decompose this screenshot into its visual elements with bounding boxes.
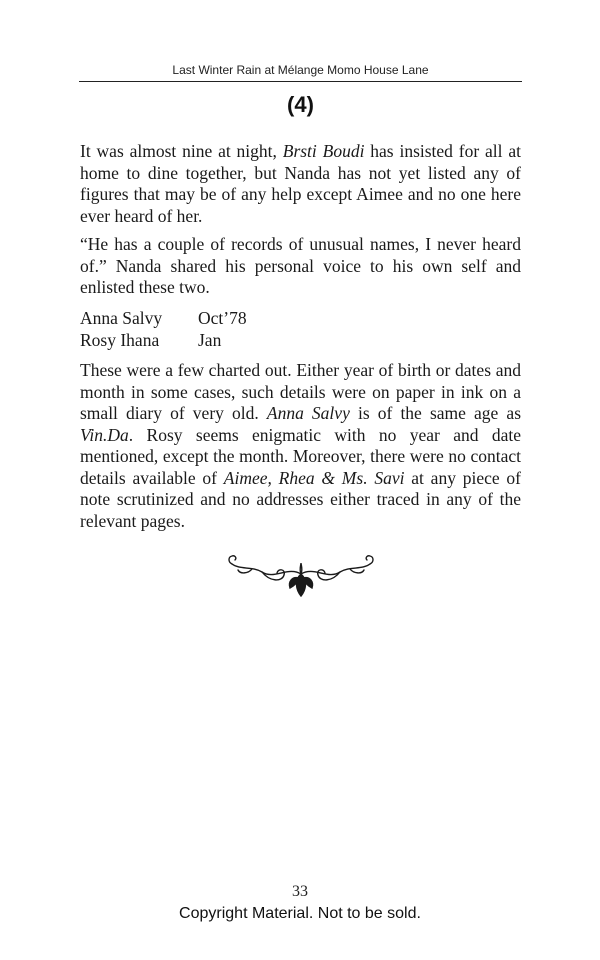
paragraph-1: It was almost nine at night, Brsti Boudi has insisted for all at home to dine together, but Nanda has not yet listed any of figures that may be of any help except Aimee and no one here ever heard of her. <box>80 141 521 226</box>
page-number: 33 <box>292 883 308 900</box>
records-list <box>80 308 247 351</box>
record-date: Oct’78 <box>198 308 247 328</box>
copyright-notice: Copyright Material. Not to be sold. <box>179 905 421 922</box>
record-name: Anna Salvy <box>80 308 163 328</box>
floral-divider-icon <box>226 552 376 600</box>
record-row <box>80 308 247 330</box>
italic-name: Brsti Boudi <box>282 141 365 161</box>
paragraph-3: These were a few charted out. Either year of birth or dates and month in some cases, such details were on paper in ink on a small diary of very old. Anna Salvy is of the same age as Vin.Da. Rosy seems enigmatic with no year and date mentioned, except the month. Moreover, there were no contact details available of Aimee, Rhea & Ms. Savi at any piece of note scrutinized and no addresses either traced in any of the relevant pages. <box>80 360 522 531</box>
running-title: Last Winter Rain at Mélange Momo House Lane <box>172 63 429 77</box>
record-name: Rosy Ihana <box>80 329 160 350</box>
record-row <box>80 330 247 352</box>
record-date: Jan <box>198 329 222 350</box>
header-rule <box>79 81 522 82</box>
paragraph-2: “He has a couple of records of unusual names, I never heard of.” Nanda shared his personal voice to his own self and enlisted these two. <box>80 234 521 297</box>
chapter-number: (4) <box>287 92 314 117</box>
